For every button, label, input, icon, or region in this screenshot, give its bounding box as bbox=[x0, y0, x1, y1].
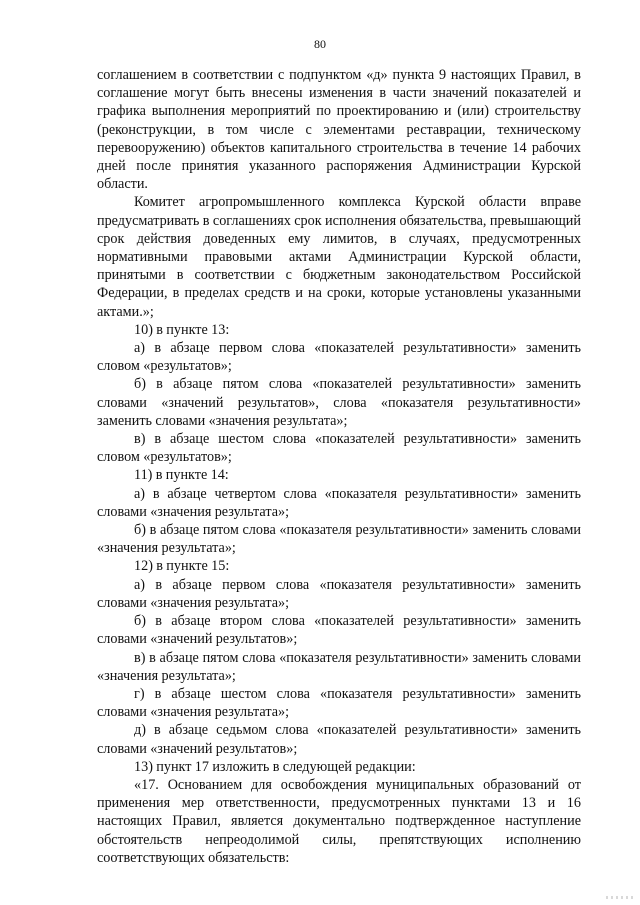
item-10-heading: 10) в пункте 13: bbox=[134, 321, 230, 338]
item-10-a: а) в абзаце первом слова «показателей результативности» заменить словом «результатов»; bbox=[97, 340, 581, 375]
item-12-b: б) в абзаце втором слова «показателей результативности» заменить словами «значений результатов»; bbox=[97, 613, 581, 648]
item-13-heading: 13) пункт 17 изложить в следующей редакции: bbox=[134, 758, 416, 775]
item-11-heading: 11) в пункте 14: bbox=[134, 467, 229, 484]
item-11-a: а) в абзаце четвертом слова «показателя результативности» заменить словами «значения результата»; bbox=[97, 485, 581, 520]
item-10-b: б) в абзаце пятом слова «показателей результативности» заменить словами «значений результатов», слова «показателя результативности» заменить словами «значения результата»; bbox=[97, 376, 581, 429]
item-12-heading: 12) в пункте 15: bbox=[134, 558, 230, 575]
item-12-a: а) в абзаце первом слова «показателя результативности» заменить словами «значения результата»; bbox=[97, 576, 581, 611]
page-number: 80 bbox=[314, 37, 326, 51]
item-13-text: «17. Основанием для освобождения муниципальных образований от применения мер ответственности, предусмотренных пунктами 13 и 16 настоящих Правил, является документально подтвержденное наступление обстоятельств непреодолимой силы, препятствующих исполнению соответствующих обязательств: bbox=[97, 776, 581, 866]
scan-artifact bbox=[606, 896, 634, 899]
document-body bbox=[97, 66, 581, 867]
paragraph-committee-right: Комитет агропромышленного комплекса Курской области вправе предусматривать в соглашениях срок исполнения обязательства, превышающий срок действия доведенных ему лимитов, в случаях, предусмотренных нормативными правовыми актами Администрации Курской области, принятыми в соответствии с бюджетным законодательством Российской Федерации, в пределах средств и на сроки, которые установлены указанными актами.»; bbox=[97, 194, 581, 320]
item-12-v: в) в абзаце пятом слова «показателя результативности» заменить словами «значения результата»; bbox=[97, 649, 581, 684]
item-10-v: в) в абзаце шестом слова «показателей результативности» заменить словом «результатов»; bbox=[97, 431, 581, 466]
item-12-d: д) в абзаце седьмом слова «показателей результативности» заменить словами «значений результатов»; bbox=[97, 722, 581, 757]
item-11-b: б) в абзаце пятом слова «показателя результативности» заменить словами «значения результата»; bbox=[97, 522, 581, 557]
item-12-g: г) в абзаце шестом слова «показателя результативности» заменить словами «значения результата»; bbox=[97, 685, 581, 721]
paragraph-continuation: соглашением в соответствии с подпунктом «д» пункта 9 настоящих Правил, в соглашение могут быть внесены изменения в части значений показателей и графика выполнения мероприятий по проектированию и (или) строительству (реконструкции, в том числе с элементами реставрации, техническому перевооружению) объектов капитального строительства в течение 14 рабочих дней после принятия указанного распоряжения Администрации Курской области. bbox=[97, 67, 581, 193]
